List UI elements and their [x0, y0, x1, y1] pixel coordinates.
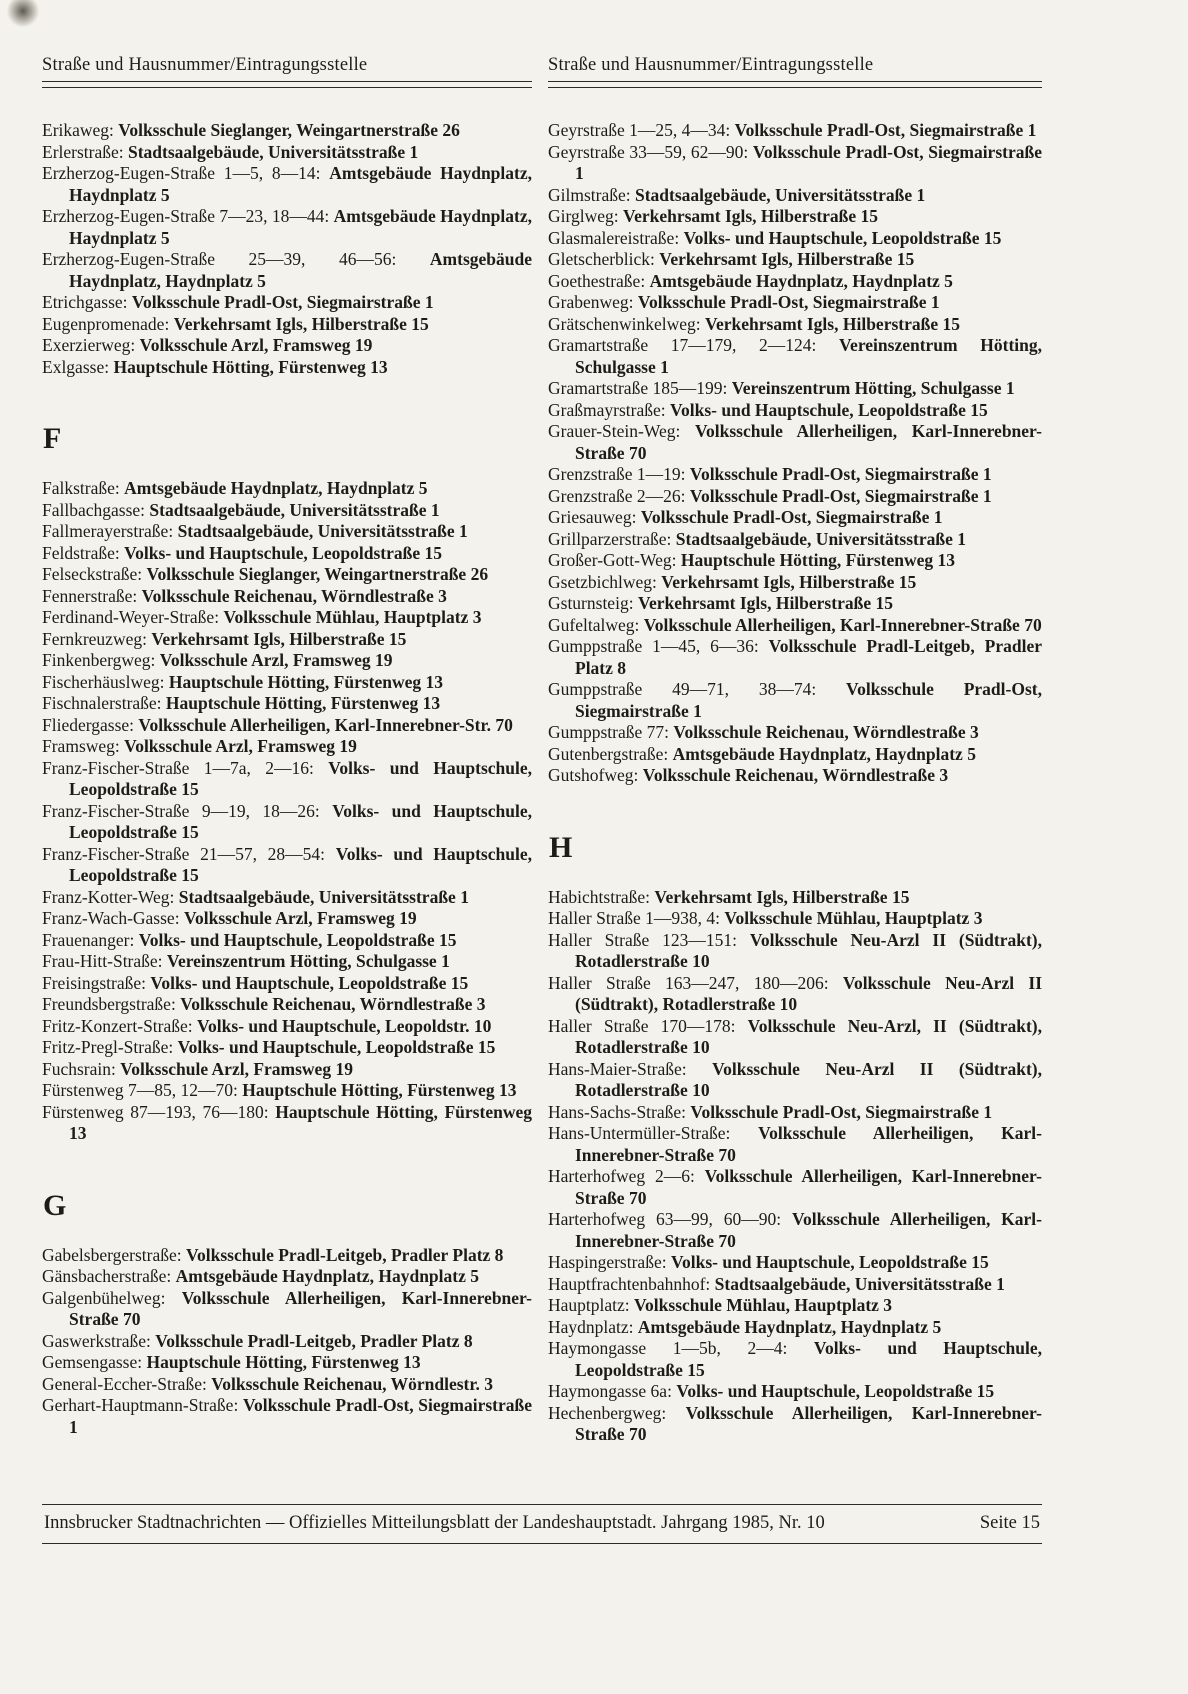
street-name: Gumppstraße 49—71, 38—74: — [548, 679, 847, 699]
street-name: Franz-Fischer-Straße 1—7a, 2—16: — [42, 757, 329, 778]
street-name: Freundsbergstraße: — [42, 994, 181, 1014]
registration-office: Volksschule Reichenau, Wörndlestraße 3 — [642, 765, 949, 785]
street-name: Frauenanger: — [42, 929, 139, 950]
registration-office: Hauptschule Hötting, Fürstenweg 13 — [680, 550, 956, 570]
street-entry — [42, 206, 532, 249]
street-name: Franz-Fischer-Straße 9—19, 18—26: — [42, 800, 333, 821]
street-name: Gutshofweg: — [548, 765, 643, 785]
street-name: General-Eccher-Straße: — [42, 1373, 212, 1394]
registration-office: Amtsgebäude Haydnplatz, Haydnplatz 5 — [672, 743, 976, 764]
street-entry — [548, 120, 1042, 142]
street-name: Fennerstraße: — [42, 585, 142, 606]
registration-office: Verkehrsamt Igls, Hilberstraße 15 — [173, 313, 429, 334]
registration-office: Volksschule Pradl-Ost, Siegmairstraße 1 — [689, 485, 992, 506]
registration-office: Hauptschule Hötting, Fürstenweg 13 — [242, 1080, 517, 1100]
street-entry — [548, 1016, 1042, 1059]
street-entry — [548, 1295, 1042, 1317]
street-entry — [548, 1166, 1042, 1209]
street-name: Gufeltalweg: — [548, 614, 644, 635]
registration-office: Volks- und Hauptschule, Leopoldstraße 15 — [177, 1037, 496, 1057]
street-entry — [548, 572, 1042, 594]
street-name: Gabelsbergerstraße: — [42, 1244, 186, 1265]
registration-office: Volksschule Allerheiligen, Karl-Innerebner-Str. 70 — [138, 714, 513, 735]
header-rule-right — [548, 81, 1042, 88]
street-name: Haller Straße 1—938, 4: — [548, 908, 725, 928]
street-name: Geyrstraße 1—25, 4—34: — [548, 120, 735, 140]
street-entry — [548, 1123, 1042, 1166]
street-entry — [42, 1080, 532, 1102]
registration-office: Volksschule Allerheiligen, Karl-Innerebner-Straße 70 — [575, 1123, 1042, 1165]
street-entry — [548, 908, 1042, 930]
street-name: Gumppstraße 1—45, 6—36: — [548, 636, 769, 656]
street-name: Griesauweg: — [548, 507, 641, 527]
registration-office: Volksschule Pradl-Ost, Siegmairstraße 1 — [131, 292, 434, 312]
street-name: Fritz-Konzert-Straße: — [42, 1015, 198, 1036]
street-entry — [548, 228, 1042, 250]
street-name: Framsweg: — [42, 736, 125, 756]
street-entry — [548, 1059, 1042, 1102]
registration-office: Volksschule Allerheiligen, Karl-Innerebner-Straße 70 — [575, 1166, 1042, 1208]
registration-office: Stadtsaalgebäude, Universitätsstraße 1 — [178, 886, 469, 907]
street-entry — [548, 1209, 1042, 1252]
street-name: Franz-Kotter-Weg: — [42, 886, 179, 907]
street-entry — [42, 994, 532, 1016]
street-name: Haller Straße 123—151: — [548, 929, 750, 950]
street-entry — [548, 744, 1042, 766]
column-header-right: Straße und Hausnummer/Eintragungsstelle — [548, 55, 874, 75]
registration-office: Amtsgebäude Haydnplatz, Haydnplatz 5 — [69, 206, 532, 248]
registration-office: Volksschule Pradl-Ost, Siegmairstraße 1 — [690, 1101, 993, 1122]
registration-office: Volksschule Pradl-Ost, Siegmairstraße 1 — [637, 292, 940, 312]
registration-office: Stadtsaalgebäude, Universitätsstraße 1 — [149, 499, 440, 520]
street-entry — [42, 292, 532, 314]
registration-office: Volks- und Hauptschule, Leopoldstraße 15 — [669, 399, 988, 420]
registration-office: Volksschule Reichenau, Wörndlestraße 3 — [673, 722, 979, 742]
registration-office: Stadtsaalgebäude, Universitätsstraße 1 — [714, 1273, 1005, 1294]
registration-office: Volks- und Hauptschule, Leopoldstraße 15 — [150, 972, 469, 993]
street-name: Ferdinand-Weyer-Straße: — [42, 607, 224, 627]
street-name: Hans-Sachs-Straße: — [548, 1101, 691, 1122]
registration-office: Volksschule Arzl, Framsweg 19 — [183, 908, 417, 928]
registration-office: Volksschule Neu-Arzl II (Südtrakt), Rotadlerstraße 10 — [575, 972, 1043, 1014]
street-name: Gerhart-Hauptmann-Straße: — [42, 1395, 243, 1415]
street-entry — [42, 335, 532, 357]
registration-office: Volksschule Pradl-Ost, Siegmairstraße 1 — [689, 464, 992, 484]
street-entry — [42, 1352, 532, 1374]
street-entry — [548, 930, 1042, 973]
registration-office: Volksschule Pradl-Ost, Siegmairstraße 1 — [69, 1395, 533, 1437]
registration-office: Volksschule Allerheiligen, Karl-Innerebner-Straße 70 — [575, 1209, 1042, 1251]
street-name: Fürstenweg 7—85, 12—70: — [42, 1080, 243, 1100]
street-entry — [42, 1037, 532, 1059]
street-name: Exerzierweg: — [42, 335, 140, 355]
registration-office: Volks- und Hauptschule, Leopoldstraße 15 — [124, 542, 442, 563]
registration-office: Volksschule Arzl, Framsweg 19 — [159, 650, 393, 670]
registration-office: Volksschule Pradl-Leitgeb, Pradler Platz 8 — [155, 1330, 473, 1351]
street-entry — [42, 930, 532, 952]
registration-office: Verkehrsamt Igls, Hilberstraße 15 — [704, 313, 960, 334]
street-entry — [548, 973, 1042, 1016]
registration-office: Volksschule Neu-Arzl II (Südtrakt), Rotadlerstraße 10 — [575, 1058, 1042, 1100]
registration-office: Volks- und Hauptschule, Leopoldstraße 15 — [683, 227, 1002, 248]
street-name: Erzherzog-Eugen-Straße 7—23, 18—44: — [42, 206, 334, 226]
registration-office: Stadtsaalgebäude, Universitätsstraße 1 — [635, 184, 926, 205]
street-name: Fliedergasse: — [42, 714, 139, 735]
street-name: Glasmalereistraße: — [548, 227, 684, 248]
registration-office: Volks- und Hauptschule, Leopoldstraße 15 — [575, 1338, 1042, 1380]
street-name: Haydnplatz: — [548, 1316, 638, 1337]
street-name: Fernkreuzweg: — [42, 628, 152, 649]
street-name: Gletscherblick: — [548, 249, 660, 269]
street-name: Eugenpromenade: — [42, 313, 174, 334]
registration-office: Volks- und Hauptschule, Leopoldstr. 10 — [197, 1015, 492, 1036]
street-entry — [42, 887, 532, 909]
street-name: Grillparzerstraße: — [548, 528, 676, 549]
street-entry — [42, 478, 532, 500]
registration-office: Volksschule Reichenau, Wörndlestraße 3 — [180, 994, 486, 1014]
page-footer — [42, 1504, 1042, 1544]
street-name: Gänsbacherstraße: — [42, 1266, 176, 1286]
registration-office: Amtsgebäude Haydnplatz, Haydnplatz 5 — [69, 249, 532, 291]
registration-office: Verkehrsamt Igls, Hilberstraße 15 — [623, 206, 879, 226]
street-name: Gramartstraße 185—199: — [548, 378, 732, 398]
street-entry — [548, 615, 1042, 637]
street-name: Großer-Gott-Weg: — [548, 550, 681, 570]
street-name: Haspingerstraße: — [548, 1252, 671, 1272]
registration-office: Volksschule Sieglanger, Weingartnerstraße 26 — [146, 564, 489, 584]
section-heading-h: H — [549, 830, 573, 864]
street-entry — [548, 142, 1042, 185]
street-name: Haymongasse 1—5b, 2—4: — [548, 1338, 814, 1358]
street-entry — [42, 1016, 532, 1038]
street-entry — [42, 142, 532, 164]
registration-office: Volksschule Allerheiligen, Karl-Innerebner-Straße 70 — [69, 1287, 532, 1329]
street-name: Gaswerkstraße: — [42, 1330, 156, 1351]
street-name: Geyrstraße 33—59, 62—90: — [548, 141, 753, 162]
street-name: Franz-Fischer-Straße 21—57, 28—54: — [42, 843, 336, 864]
street-entry — [548, 593, 1042, 615]
registration-office: Volksschule Pradl-Ost, Siegmairstraße 1 — [640, 507, 943, 527]
street-name: Grenzstraße 2—26: — [548, 485, 690, 506]
street-name: Hauptplatz: — [548, 1295, 635, 1315]
street-entry — [42, 521, 532, 543]
street-name: Felseckstraße: — [42, 564, 147, 584]
street-entry — [548, 529, 1042, 551]
street-name: Goethestraße: — [548, 270, 650, 291]
registration-office: Volksschule Pradl-Leitgeb, Pradler Platz 8 — [575, 636, 1042, 678]
street-name: Exlgasse: — [42, 356, 114, 377]
street-entry — [548, 378, 1042, 400]
street-entry — [42, 973, 532, 995]
column-right — [548, 54, 1042, 1446]
street-entry — [42, 801, 532, 844]
street-name: Fischerhäuslweg: — [42, 671, 169, 692]
street-entry — [42, 758, 532, 801]
street-entry — [42, 163, 532, 206]
street-name: Gramartstraße 17—179, 2—124: — [548, 335, 840, 355]
column-header-left: Straße und Hausnummer/Eintragungsstelle — [42, 55, 368, 75]
street-entry — [548, 486, 1042, 508]
registration-office: Volks- und Hauptschule, Leopoldstraße 15 — [138, 929, 457, 950]
street-entry — [548, 1274, 1042, 1296]
street-name: Erzherzog-Eugen-Straße 25—39, 46—56: — [42, 249, 430, 269]
street-entry — [548, 765, 1042, 787]
registration-office: Hauptschule Hötting, Fürstenweg 13 — [113, 356, 388, 377]
street-name: Hauptfrachtenbahnhof: — [548, 1273, 715, 1294]
street-name: Girglweg: — [548, 206, 624, 226]
street-name: Erlerstraße: — [42, 141, 128, 162]
street-entry — [42, 314, 532, 336]
street-entry — [42, 120, 532, 142]
street-entry — [42, 951, 532, 973]
street-name: Freisingstraße: — [42, 972, 151, 993]
street-name: Gutenbergstraße: — [548, 743, 673, 764]
street-name: Finkenbergweg: — [42, 650, 160, 670]
street-name: Gilmstraße: — [548, 184, 635, 205]
street-entry — [42, 715, 532, 737]
section-heading-g: G — [43, 1188, 67, 1222]
street-entry — [42, 672, 532, 694]
street-entry — [548, 679, 1042, 722]
street-entry — [548, 464, 1042, 486]
registration-office: Volksschule Pradl-Leitgeb, Pradler Platz 8 — [186, 1244, 504, 1265]
street-name: Falkstraße: — [42, 478, 125, 498]
street-entry — [42, 607, 532, 629]
street-entry — [42, 1331, 532, 1353]
street-name: Habichtstraße: — [548, 886, 655, 907]
registration-office: Amtsgebäude Haydnplatz, Haydnplatz 5 — [649, 270, 953, 291]
registration-office: Stadtsaalgebäude, Universitätsstraße 1 — [128, 141, 419, 162]
street-entry — [548, 292, 1042, 314]
street-entry — [548, 400, 1042, 422]
registration-office: Volksschule Mühlau, Hauptplatz 3 — [634, 1295, 893, 1315]
street-entry — [42, 1245, 532, 1267]
street-entry — [548, 421, 1042, 464]
street-entry — [42, 543, 532, 565]
registration-office: Volksschule Arzl, Framsweg 19 — [124, 736, 357, 756]
street-entry — [42, 1395, 532, 1438]
registration-office: Verkehrsamt Igls, Hilberstraße 15 — [659, 249, 915, 269]
street-name: Haymongasse 6a: — [548, 1381, 677, 1401]
street-entry — [548, 636, 1042, 679]
street-entry — [548, 1317, 1042, 1339]
registration-office: Volksschule Reichenau, Wörndlestr. 3 — [211, 1373, 494, 1394]
registration-office: Volksschule Pradl-Ost, Siegmairstraße 1 — [734, 120, 1037, 140]
street-entry — [42, 629, 532, 651]
street-entry — [548, 1381, 1042, 1403]
registration-office: Volks- und Hauptschule, Leopoldstraße 15 — [670, 1252, 989, 1272]
registration-office: Hauptschule Hötting, Fürstenweg 13 — [69, 1101, 532, 1143]
street-entry — [42, 564, 532, 586]
street-entry — [42, 249, 532, 292]
registration-office: Verkehrsamt Igls, Hilberstraße 15 — [661, 571, 917, 592]
registration-office: Stadtsaalgebäude, Universitätsstraße 1 — [177, 521, 468, 541]
footer-journal-line: Innsbrucker Stadtnachrichten — Offizielles Mitteilungsblatt der Landeshauptstadt. Jahrgang 1985, Nr. 10 — [44, 1513, 825, 1533]
street-entry — [42, 844, 532, 887]
registration-office: Volksschule Arzl, Framsweg 19 — [139, 335, 373, 355]
registration-office: Vereinszentrum Hötting, Schulgasse 1 — [731, 378, 1015, 398]
street-name: Gemsengasse: — [42, 1352, 147, 1372]
street-name: Franz-Wach-Gasse: — [42, 908, 184, 928]
registration-office: Volks- und Hauptschule, Leopoldstraße 15 — [69, 800, 532, 842]
street-name: Hans-Maier-Straße: — [548, 1058, 713, 1079]
registration-office: Hauptschule Hötting, Fürstenweg 13 — [146, 1352, 421, 1372]
street-entry — [548, 206, 1042, 228]
registration-office: Volksschule Mühlau, Hauptplatz 3 — [724, 908, 983, 928]
street-name: Fürstenweg 87—193, 76—180: — [42, 1101, 276, 1122]
street-entry — [42, 1288, 532, 1331]
street-entry — [42, 693, 532, 715]
column-left — [42, 54, 532, 1438]
street-name: Erikaweg: — [42, 120, 119, 140]
street-name: Gsturnsteig: — [548, 593, 638, 613]
street-entry — [42, 650, 532, 672]
registration-office: Volksschule Reichenau, Wörndlestraße 3 — [141, 585, 447, 606]
street-name: Hechenbergweg: — [548, 1402, 686, 1423]
street-name: Harterhofweg 63—99, 60—90: — [548, 1209, 792, 1229]
registration-office: Hauptschule Hötting, Fürstenweg 13 — [165, 693, 441, 713]
registration-office: Amtsgebäude Haydnplatz, Haydnplatz 5 — [69, 163, 532, 205]
street-name: Fallbachgasse: — [42, 499, 150, 520]
street-name: Haller Straße 170—178: — [548, 1015, 748, 1036]
street-entry — [548, 887, 1042, 909]
page-number: Seite 15 — [979, 1513, 1040, 1533]
registration-office: Verkehrsamt Igls, Hilberstraße 15 — [637, 593, 893, 613]
registration-office: Amtsgebäude Haydnplatz, Haydnplatz 5 — [124, 478, 428, 498]
registration-office: Stadtsaalgebäude, Universitätsstraße 1 — [675, 528, 966, 549]
street-name: Feldstraße: — [42, 542, 125, 563]
street-entry — [548, 1338, 1042, 1381]
street-entry — [42, 736, 532, 758]
column-body-left — [42, 120, 532, 1438]
registration-office: Verkehrsamt Igls, Hilberstraße 15 — [151, 628, 407, 649]
column-body-right — [548, 120, 1042, 1446]
registration-office: Volksschule Mühlau, Hauptplatz 3 — [223, 607, 482, 627]
street-entry — [548, 722, 1042, 744]
street-entry — [42, 357, 532, 379]
street-name: Fischnalerstraße: — [42, 693, 166, 713]
registration-office: Volksschule Sieglanger, Weingartnerstraße 26 — [118, 120, 460, 140]
street-entry — [548, 185, 1042, 207]
registration-office: Volks- und Hauptschule, Leopoldstraße 15 — [69, 757, 532, 799]
street-name: Etrichgasse: — [42, 292, 132, 312]
registration-office: Volks- und Hauptschule, Leopoldstraße 15 — [69, 843, 532, 885]
street-name: Grätschenwinkelweg: — [548, 313, 705, 334]
street-name: Gsetzbichlweg: — [548, 571, 662, 592]
registration-office: Verkehrsamt Igls, Hilberstraße 15 — [654, 886, 910, 907]
street-name: Harterhofweg 2—6: — [548, 1166, 705, 1186]
street-entry — [42, 1059, 532, 1081]
registration-office: Amtsgebäude Haydnplatz, Haydnplatz 5 — [637, 1316, 942, 1337]
street-entry — [548, 249, 1042, 271]
street-entry — [548, 271, 1042, 293]
registration-office: Volksschule Allerheiligen, Karl-Innerebner-Straße 70 — [643, 614, 1042, 635]
registration-office: Volksschule Allerheiligen, Karl-Innerebner-Straße 70 — [575, 421, 1042, 463]
registration-office: Volks- und Hauptschule, Leopoldstraße 15 — [676, 1381, 995, 1401]
section-heading-f: F — [43, 422, 62, 455]
street-entry — [548, 507, 1042, 529]
street-name: Gumppstraße 77: — [548, 722, 674, 742]
street-entry — [42, 586, 532, 608]
street-entry — [548, 314, 1042, 336]
street-name: Grabenweg: — [548, 292, 638, 312]
registration-office: Volksschule Neu-Arzl, II (Südtrakt), Rotadlerstraße 10 — [575, 1015, 1042, 1057]
street-name: Fallmerayerstraße: — [42, 521, 178, 541]
header-rule-left — [42, 81, 532, 88]
street-entry — [548, 1403, 1042, 1446]
street-entry — [548, 1252, 1042, 1274]
street-name: Haller Straße 163—247, 180—206: — [548, 972, 843, 993]
registration-office: Volksschule Pradl-Ost, Siegmairstraße 1 — [575, 141, 1042, 183]
street-entry — [42, 1266, 532, 1288]
street-name: Frau-Hitt-Straße: — [42, 951, 167, 971]
registration-office: Volksschule Arzl, Framsweg 19 — [120, 1058, 353, 1079]
registration-office: Amtsgebäude Haydnplatz, Haydnplatz 5 — [175, 1266, 479, 1286]
registration-office: Volksschule Allerheiligen, Karl-Innerebner-Straße 70 — [575, 1402, 1042, 1444]
registration-office: Vereinszentrum Hötting, Schulgasse 1 — [575, 335, 1042, 377]
street-entry — [548, 335, 1042, 378]
street-entry — [42, 1374, 532, 1396]
registration-office: Hauptschule Hötting, Fürstenweg 13 — [168, 671, 444, 692]
street-name: Fritz-Pregl-Straße: — [42, 1037, 178, 1057]
street-name: Grenzstraße 1—19: — [548, 464, 690, 484]
registration-office: Vereinszentrum Hötting, Schulgasse 1 — [166, 951, 450, 971]
street-name: Hans-Untermüller-Straße: — [548, 1123, 759, 1143]
street-entry — [42, 500, 532, 522]
street-entry — [548, 550, 1042, 572]
street-name: Graßmayrstraße: — [548, 399, 670, 420]
street-entry — [42, 1102, 532, 1145]
street-entry — [548, 1102, 1042, 1124]
street-entry — [42, 908, 532, 930]
street-name: Grauer-Stein-Weg: — [548, 421, 695, 441]
scan-artifact — [6, 0, 40, 28]
street-name: Fuchsrain: — [42, 1058, 121, 1079]
registration-office: Volksschule Neu-Arzl II (Südtrakt), Rotadlerstraße 10 — [575, 929, 1042, 971]
street-name: Erzherzog-Eugen-Straße 1—5, 8—14: — [42, 163, 330, 183]
street-name: Galgenbühelweg: — [42, 1287, 182, 1308]
registration-office: Volksschule Pradl-Ost, Siegmairstraße 1 — [575, 679, 1042, 721]
